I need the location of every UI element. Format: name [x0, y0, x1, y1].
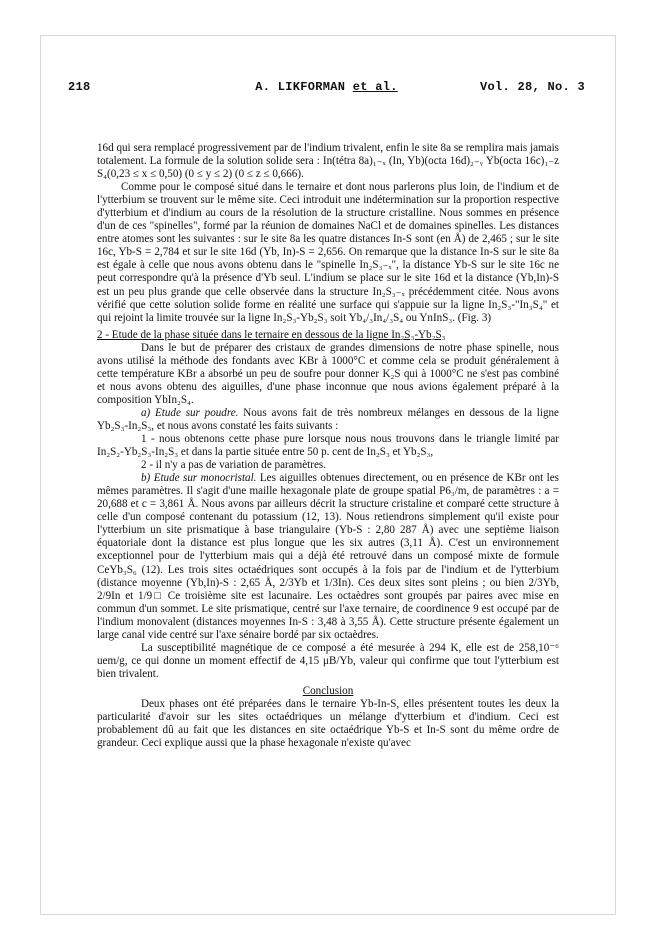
- author-name: A. LIKFORMAN: [255, 80, 353, 94]
- article-body: [97, 142, 559, 750]
- powder-study-text: Nous avons fait de très nombreux mélanges en dessous de la ligne Yb₂S₃-In₂S₃, et nous avons constaté les faits suivants :: [97, 406, 559, 432]
- single-crystal-label: b) Etude sur monocristal.: [141, 472, 257, 485]
- page-number: 218: [68, 80, 91, 94]
- paragraph-single-crystal: [97, 472, 559, 642]
- running-header: [68, 80, 585, 98]
- paragraph-powder-fact-2: 2 - il n'y a pas de variation de paramètres.: [141, 459, 326, 472]
- paragraph-powder-fact-1: 1 - nous obtenons cette phase pure lorsque nous nous trouvons dans le triangle limité par In₂S₂-Yb₂S₃-In₂S₃ et dans la partie située entre 50 p. cent de In₂S₃ et Yb₂S₃,: [97, 433, 559, 459]
- powder-study-label: a) Etude sur poudre.: [141, 406, 239, 419]
- conclusion-heading: [97, 685, 559, 698]
- paragraph-solid-solution: 16d qui sera remplacé progressivement par de l'indium trivalent, enfin le site 8a se remplira mais jamais totalement. La formule de la solution solide sera : In(tétra 8a)₁₋ₓ (In, Yb)(octa 16d)₂₋ᵧ Yb(octa 16c)₁₋z S₄(0,23 ≤ x ≤ 0,50) (0 ≤ y ≤ 2) (0 ≤ z ≤ 0,666).: [97, 142, 559, 181]
- author-etal: et al.: [352, 80, 398, 94]
- paragraph-distances: Comme pour le composé situé dans le ternaire et dont nous parlerons plus loin, de l'indium et de l'ytterbium se trouvent sur le même site. Ceci introduit une indétermination sur la proportion respective d'ytterbium et d'indium au cours de la résolution de la structure cristalline. Nous sommes en présence d'un de ces "spinelles", formé par la réunion de domaines NaCl et de domaines spinelles. Les distances entre atomes sont les suivantes : sur le site 8a les quatre distances In-S sont (en Å) de 2,465 ; sur le site 16c, Yb-S = 2,784 et sur le site 16d (Yb, In)-S = 2,656. On remarque que la distance In-S sur le site 8a est égale à celle que nous avons obtenu dans le "spinelle In₂S₃₋ₓ", la distance Yb-S sur le site 16c ne peut correspondre qu'à la présence d'Yb seul. L'indium se place sur le site 16d et la distance (Yb,In)-S est un peu plus grande que celle observée dans la structure In₂S₃₋ₓ précédemment citée. Nous avons vérifié que cette solution solide forme en réalité une surface qui s'appuie sur la ligne In₂S₃-"In₃S₄" et qui rejoint la limite trouvée sur la ligne In₂S₃-Yb₂S₃ soit Yb₄/₃In₄/₃S₄ ou YnInS₃. (Fig. 3): [97, 181, 559, 324]
- paragraph-crystal-prep: Dans le but de préparer des cristaux de grandes dimensions de notre phase spinelle, nous avons utilisé la méthode des fondants avec KBr à 1000°C et comme cela se produit généralement à cette température KBr a absorbé un peu de soufre pour donner K₂S qui à 1000°C ne s'est pas combiné et nous avons obtenu des aiguilles, d'une phase inconnue que nous avions également préparé à la composition YbIn₂S₄.: [97, 341, 559, 406]
- paragraph-conclusion: Deux phases ont été préparées dans le ternaire Yb-In-S, elles présentent toutes les deux la particularité d'avoir sur les sites octaédriques un mélange d'ytterbium et d'indium. Ceci est probablement dû au fait que les distances en site octaédrique Yb-S et In-S sont du même ordre de grandeur. Ceci explique aussi que la phase hexagonale n'existe qu'avec: [97, 697, 559, 750]
- conclusion-title: Conclusion: [302, 684, 354, 697]
- section-2-heading: 2 - Etude de la phase située dans le ternaire en dessous de la ligne In₂S₃-Yb₂S₃: [97, 328, 446, 341]
- volume-info: Vol. 28, No. 3: [479, 80, 585, 94]
- single-crystal-text: Les aiguilles obtenues directement, ou en présence de KBr ont les mêmes paramètres. Il s'agit d'une maille hexagonale plate de groupe spatial P6₃/m, de paramètres : a = 20,688 et c = 3,861 Å. Nous avons par ailleurs décrit la structure cristaline et comparé cette structure à celle d'un composé contenant du potassium (12, 13). Nous retiendrons simplement qu'il existe pour l'ytterbium un site prismatique à base triangulaire (Yb-S : 2,80 287 Å) avec une septième liaison équatoriale dont la distance est plus longue que les six autres (3,11 Å). C'est un environnement exceptionnel pour de l'ytterbium mais qui a déjà été retrouvé dans un composé mixte de formule CeYb₃S₆ (12). Les trois sites octaédriques sont occupés à la fois par de l'indium et de l'ytterbium (distance moyenne (Yb,In)-S : 2,65 Å, 2/3Yb et 1/3In). Ces deux sites sont pleins ; ou bien 2/3Yb, 2/9In et 1/9□ Ce troisième site est lacunaire. Les octaèdres sont groupés par paires avec mise en commun d'un sommet. Le site prismatique, centré sur l'axe ternaire, de coordinence 9 est occupé par de l'indium monovalent (distances moyennes In-S : 3,48 à 3,55 Å). Cette structure présente également un large canal vide centré sur l'axe sénaire bordé par six octaèdres.: [97, 472, 559, 641]
- paragraph-powder-study: [97, 407, 559, 433]
- paragraph-magnetic: La susceptibilité magnétique de ce composé a été mesurée à 294 K, elle est de 258,10⁻⁶ uem/g, ce qui donne un moment effectif de 4,15 μB/Yb, valeur qui confirme que tout l'ytterbium est bien trivalent.: [97, 641, 559, 680]
